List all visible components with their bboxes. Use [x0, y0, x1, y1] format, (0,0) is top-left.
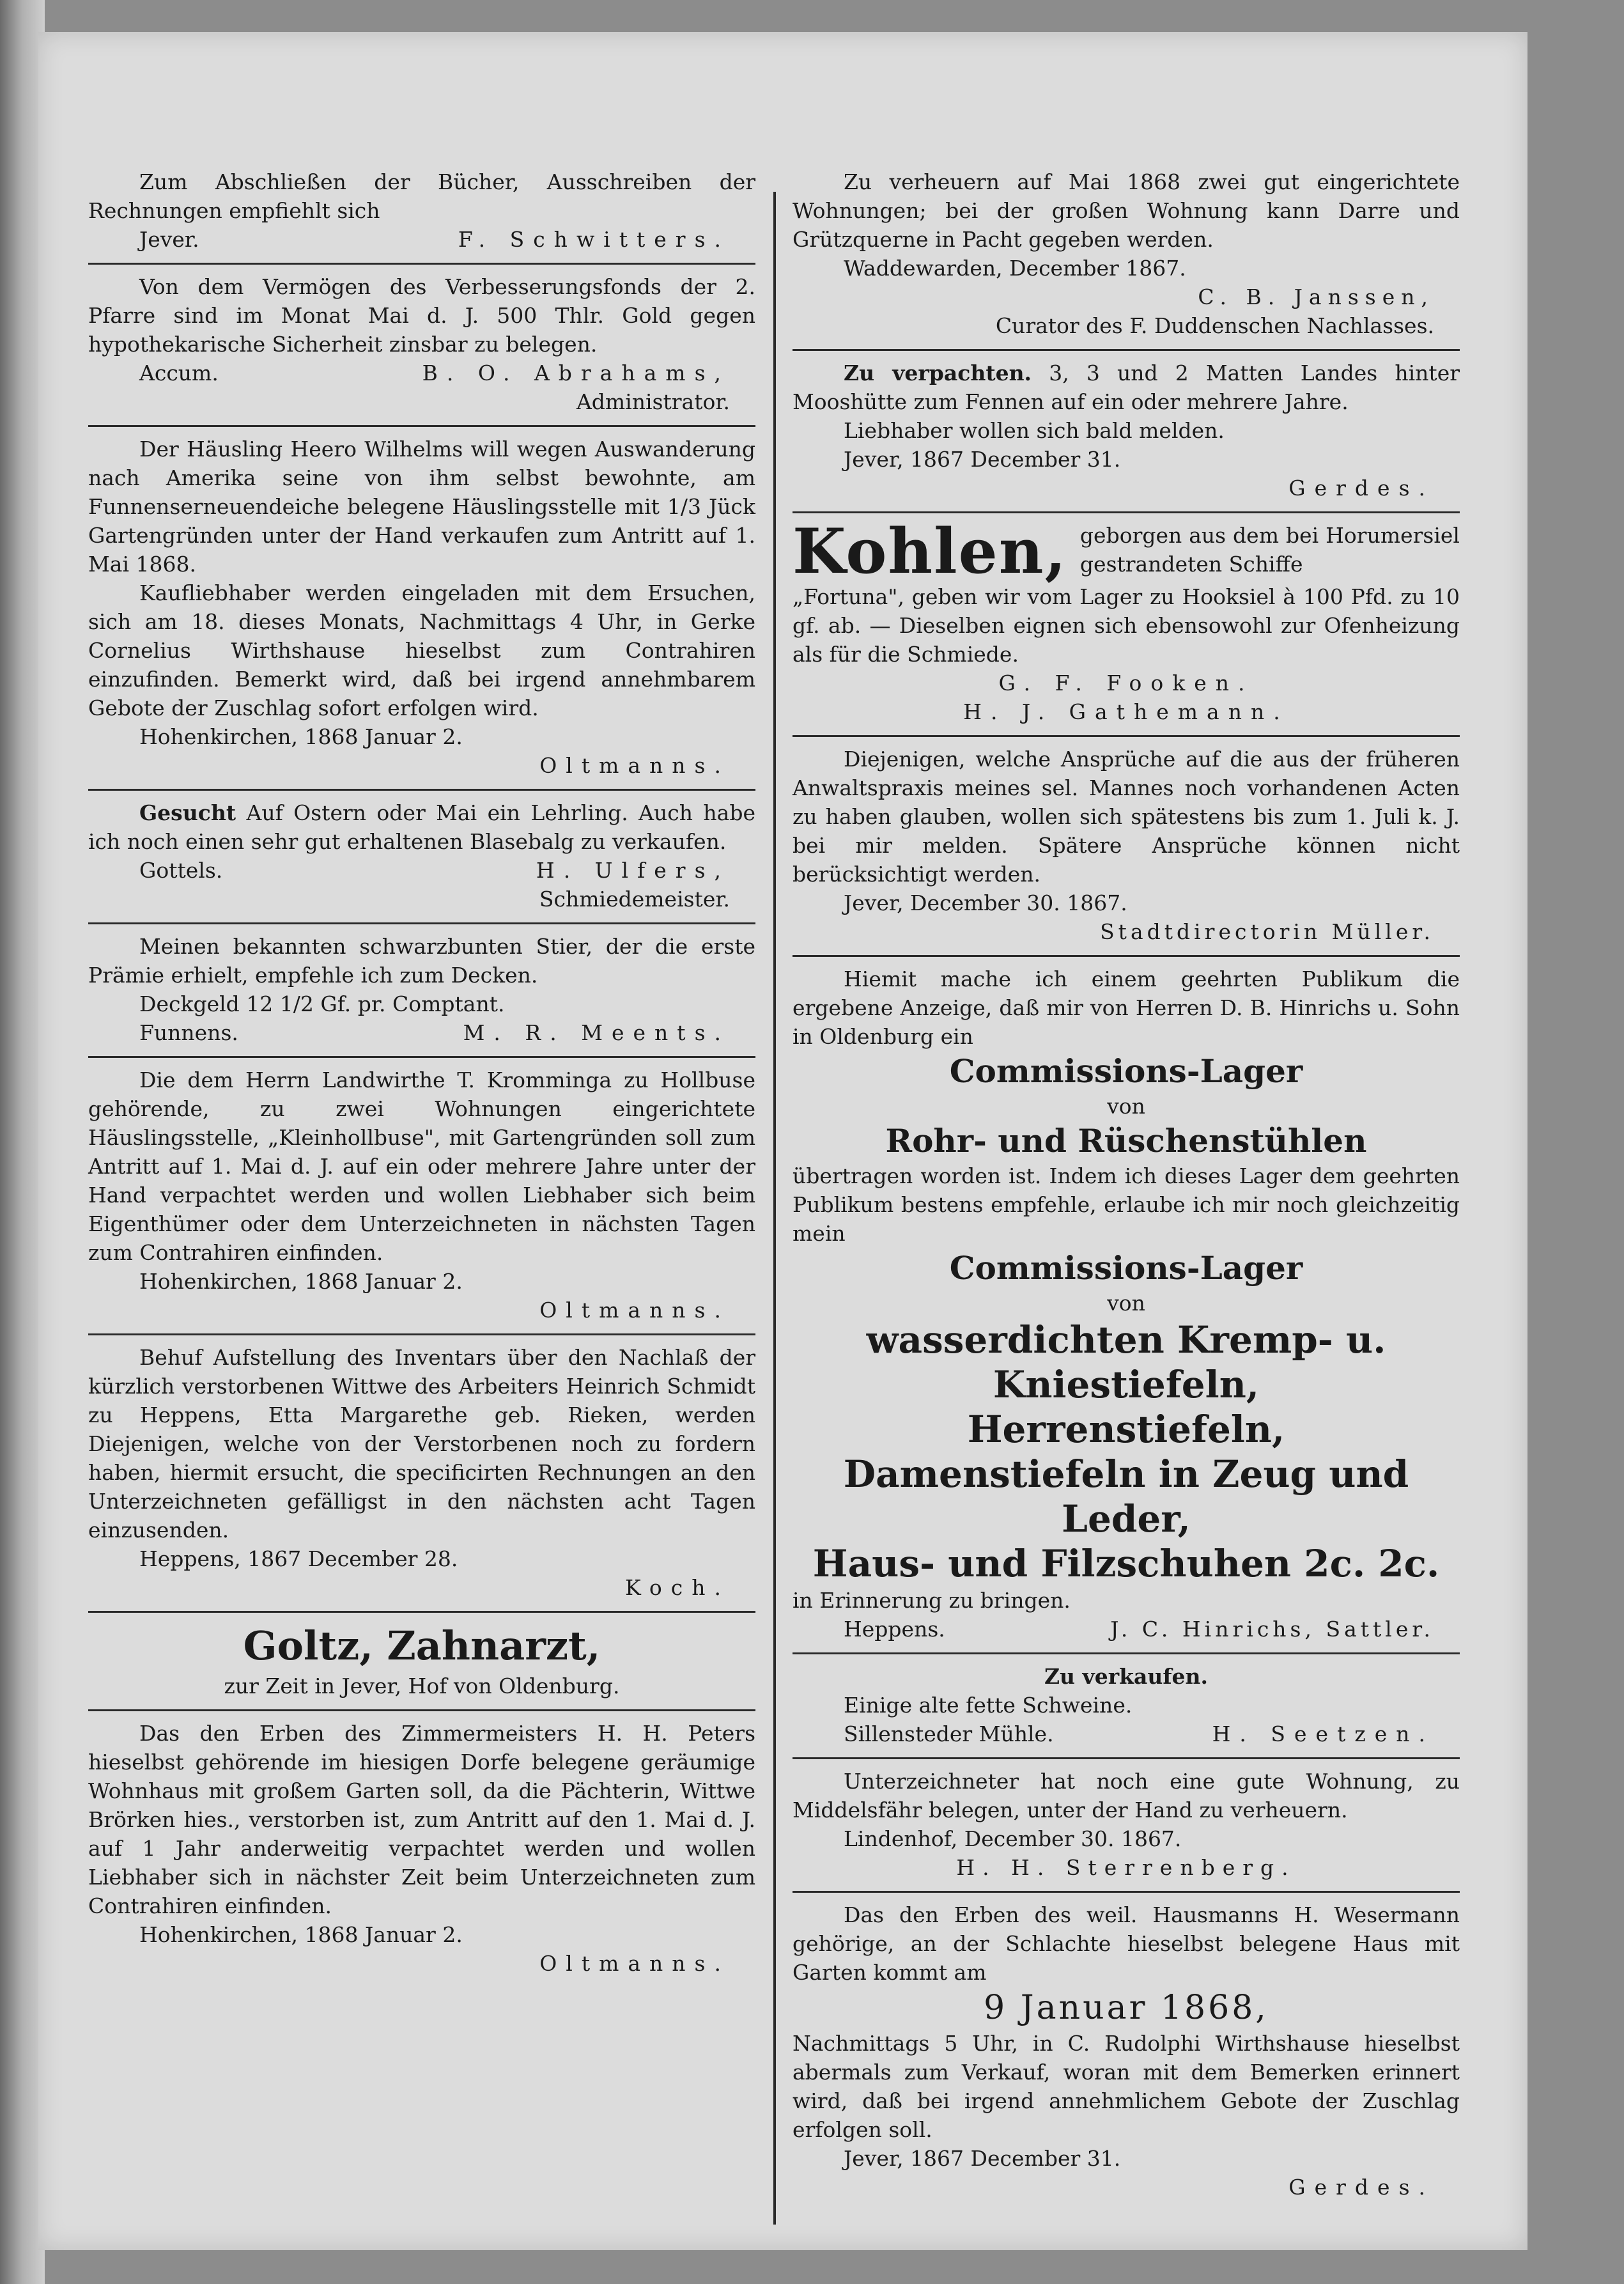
ad-text: Zum Abschließen der Bücher, Ausschreiben der Rechnungen empfiehlt sich [88, 169, 755, 223]
ad-text: geborgen aus dem bei Horumersiel gestrandeten Schiffe [1079, 523, 1460, 577]
ad-kohlen [793, 515, 1460, 737]
ad-koch [88, 1343, 755, 1613]
ad-text: Der Häusling Heero Wilhelms will wegen Auswanderung nach Amerika seine von ihm selbst bewohnte, am Funnenserneuendeiche belegene Häuslingsstelle mit 1/3 Jück Gartengründen unter der Hand verkaufen zum Antritt auf 1. Mai 1868. [88, 437, 755, 577]
ad-big-date: 9 Januar 1868, [984, 1989, 1269, 2027]
ad-heading: Zu verpachten. [844, 361, 1032, 385]
ad-text: Das den Erben des Zimmermeisters H. H. Peters hieselbst gehörende im hiesigen Dorfe belegene geräumige Wohnhaus mit großem Garten soll, da die Pächterin, Wittwe Brörken hies., verstorben ist, zum Antritt auf den 1. Mai d. J. auf 1 Jahr anderweitig verpachtet werden und wollen Liebhaber sich in nächster Zeit beim Unterzeichneten zum Contrahiren einfinden. [88, 1721, 755, 1918]
ad-schwitters [88, 167, 755, 265]
ad-heading: wasserdichten Kremp- u. Kniestiefeln, [866, 1318, 1386, 1406]
ad-place: Funnens. [139, 1020, 238, 1045]
ad-text: Das den Erben des weil. Hausmanns H. Wesermann gehörige, an der Schlachte hieselbst belegene Haus mit Garten kommt am [793, 1902, 1460, 1985]
ad-place: Jever. [139, 227, 199, 252]
ad-name: C. B. Janssen, [1198, 284, 1434, 309]
ad-text: Auf Ostern oder Mai ein Lehrling. Auch habe ich noch einen sehr gut erhaltenen Blasebalg zu verkaufen. [88, 800, 755, 854]
ad-heading: Commissions-Lager [949, 1249, 1303, 1287]
ad-ulfers [88, 798, 755, 924]
ad-place: Sillensteder Mühle. [844, 1721, 1054, 1746]
ad-date: Waddewarden, December 1867. [844, 256, 1186, 281]
ad-date: Lindenhof, December 30. 1867. [844, 1826, 1182, 1851]
ad-name: Oltmanns. [539, 753, 730, 778]
ad-hinrichs [793, 965, 1460, 1654]
right-column [793, 167, 1460, 2218]
ad-signature [793, 1720, 1460, 1748]
ad-signature [88, 225, 755, 254]
ad-wilhelms [88, 435, 755, 791]
ad-date: Heppens, 1867 December 28. [139, 1546, 458, 1571]
ad-text: Nachmittags 5 Uhr, in C. Rudolphi Wirthshause hieselbst abermals zum Verkauf, woran mit dem Bemerken erinnert wird, daß bei irgend annehmlichem Gebote der Zuschlag erfolgen soll. [793, 2031, 1460, 2142]
ad-name: H. J. Gathemann. [963, 699, 1289, 724]
ad-name: Koch. [625, 1575, 730, 1600]
ad-name: J. C. Hinrichs, Sattler. [1110, 1617, 1434, 1642]
ad-date: Jever, December 30. 1867. [844, 890, 1127, 915]
ad-heading: Kohlen, [793, 515, 1067, 587]
ad-text: Liebhaber wollen sich bald melden. [844, 418, 1225, 443]
ad-text: in Erinnerung zu bringen. [793, 1588, 1071, 1613]
ad-abrahams [88, 272, 755, 427]
ad-heading: Damenstiefeln in Zeug und Leder, [843, 1452, 1409, 1541]
ad-heading: Rohr- und Rüschenstühlen [885, 1122, 1367, 1160]
ad-von: von [1107, 1291, 1145, 1316]
ad-heading: Herrenstiefeln, [967, 1408, 1285, 1451]
ad-heading: Gesucht [139, 800, 236, 825]
ad-subheading: zur Zeit in Jever, Hof von Oldenburg. [224, 1674, 620, 1698]
ad-seetzen [793, 1662, 1460, 1759]
ad-text: Von dem Vermögen des Verbesserungsfonds der 2. Pfarre sind im Monat Mai d. J. 500 Thlr. Gold gegen hypothekarische Sicherheit zinsbar zu belegen. [88, 274, 755, 357]
ad-heading: Zu verkaufen. [1044, 1664, 1209, 1689]
left-column [88, 167, 755, 1994]
ad-date: Jever, 1867 December 31. [844, 2146, 1121, 2171]
ad-text: Meinen bekannten schwarzbunten Stier, der die erste Prämie erhielt, empfehle ich zum Decken. [88, 934, 755, 988]
ad-text: Kaufliebhaber werden eingeladen mit dem Ersuchen, sich am 18. dieses Monats, Nachmittags 4 Uhr, in Gerke Cornelius Wirthshause hieselbst zum Contrahiren einzufinden. Bemerkt wird, daß bei irgend annehmbarem Gebote der Zuschlag sofort erfolgen wird. [88, 580, 755, 720]
ad-heading: Goltz, Zahnarzt, [243, 1622, 601, 1669]
ad-date: Hohenkirchen, 1868 Januar 2. [139, 1269, 463, 1294]
ad-text: Hiemit mache ich einem geehrten Publikum die ergebene Anzeige, daß mir von Herren D. B. Hinrichs u. Sohn in Oldenburg ein [793, 967, 1460, 1049]
ad-name: G. F. Fooken. [998, 671, 1254, 695]
ad-name: H. Ulfers, [536, 858, 730, 883]
ad-name: H. Seetzen. [1212, 1721, 1434, 1746]
ad-sterrenberg [793, 1767, 1460, 1893]
ad-janssen [793, 167, 1460, 351]
ad-text: übertragen worden ist. Indem ich dieses Lager dem geehrten Publikum bestens empfehle, erlaube ich mir noch gleichzeitig mein [793, 1163, 1460, 1246]
ad-name: M. R. Meents. [463, 1020, 730, 1045]
ad-place: Heppens. [844, 1617, 945, 1642]
ad-date: Hohenkirchen, 1868 Januar 2. [139, 1922, 463, 1947]
ad-text: 3, 3 und 2 Matten Landes hinter Mooshütte zum Fennen auf ein oder mehrere Jahre. [793, 361, 1460, 414]
ad-text: Diejenigen, welche Ansprüche auf die aus der früheren Anwaltspraxis meines sel. Mannes noch vorhandenen Acten zu haben glauben, wollen sich spätestens bis zum 1. Juli k. J. bei mir melden. Spätere Ansprüche können nicht berücksichtigt werden. [793, 747, 1460, 887]
ad-text: Einige alte fette Schweine. [844, 1693, 1133, 1718]
ad-signature [88, 1018, 755, 1047]
ad-name: B. O. Abrahams, [422, 361, 730, 385]
ad-name: F. Schwitters. [458, 227, 730, 252]
ad-text: Unterzeichneter hat noch eine gute Wohnung, zu Middelsfähr belegen, unter der Hand zu verheuern. [793, 1769, 1460, 1822]
ad-text: Deckgeld 12 1/2 Gf. pr. Comptant. [139, 991, 505, 1016]
ad-wesermann [793, 1900, 1460, 2210]
ad-title: Curator des F. Duddenschen Nachlasses. [995, 313, 1434, 338]
ad-place: Gottels. [139, 858, 223, 883]
ad-signature [88, 856, 755, 885]
ad-name: Oltmanns. [539, 1298, 730, 1323]
ad-peters [88, 1719, 755, 1987]
ad-date: Jever, 1867 December 31. [844, 447, 1121, 472]
ad-name: Gerdes. [1288, 476, 1434, 501]
ad-heading: Commissions-Lager [949, 1052, 1303, 1090]
ad-verpachten [793, 359, 1460, 513]
ad-name: H. H. Sterrenberg. [956, 1855, 1296, 1880]
ad-text: Behuf Aufstellung des Inventars über den Nachlaß der kürzlich verstorbenen Wittwe des Arbeiters Heinrich Schmidt zu Heppens, Etta Margarethe geb. Rieken, werden Diejenigen, welche von der Verstorbenen noch zu fordern haben, hiermit ersucht, die specificirten Rechnungen an den Unterzeichneten gefälligst in den nächsten acht Tagen einzusenden. [88, 1345, 755, 1542]
ad-date: Hohenkirchen, 1868 Januar 2. [139, 724, 463, 749]
ad-name: Gerdes. [1288, 2175, 1434, 2200]
ad-name: Oltmanns. [539, 1951, 730, 1976]
ad-title: Administrator. [576, 389, 730, 414]
ad-heading-row [793, 515, 1460, 587]
ad-text: Die dem Herrn Landwirthe T. Kromminga zu Hollbuse gehörende, zu zwei Wohnungen eingerichtete Häuslingsstelle, „Kleinhollbuse", mit Gartengründen soll zum Antritt auf 1. Mai d. J. auf ein oder mehrere Jahre unter der Hand verpachtet werden und wollen Liebhaber sich beim Eigenthümer oder dem Unterzeichneten in nächsten Tagen zum Contrahiren einfinden. [88, 1068, 755, 1265]
ad-mueller [793, 745, 1460, 957]
ad-meents [88, 932, 755, 1058]
ad-von: von [1107, 1094, 1145, 1119]
ad-signature [88, 359, 755, 387]
ad-text: Zu verheuern auf Mai 1868 zwei gut eingerichtete Wohnungen; bei der großen Wohnung kann Darre und Grützquerne in Pacht gegeben werden. [793, 169, 1460, 252]
ad-heading: Haus- und Filzschuhen 2c. 2c. [812, 1542, 1440, 1585]
ad-title: Schmiedemeister. [539, 887, 730, 912]
column-divider [773, 192, 776, 2225]
ad-goltz [88, 1620, 755, 1711]
ad-signature [793, 1615, 1460, 1643]
ad-text: „Fortuna", geben wir vom Lager zu Hooksiel à 100 Pfd. zu 10 gf. ab. — Dieselben eignen sich ebensowohl zur Ofenheizung als für die Schmiede. [793, 584, 1460, 667]
ad-place: Accum. [139, 361, 219, 385]
ad-kromminga [88, 1066, 755, 1335]
ad-name: Stadtdirectorin Müller. [1100, 919, 1434, 944]
